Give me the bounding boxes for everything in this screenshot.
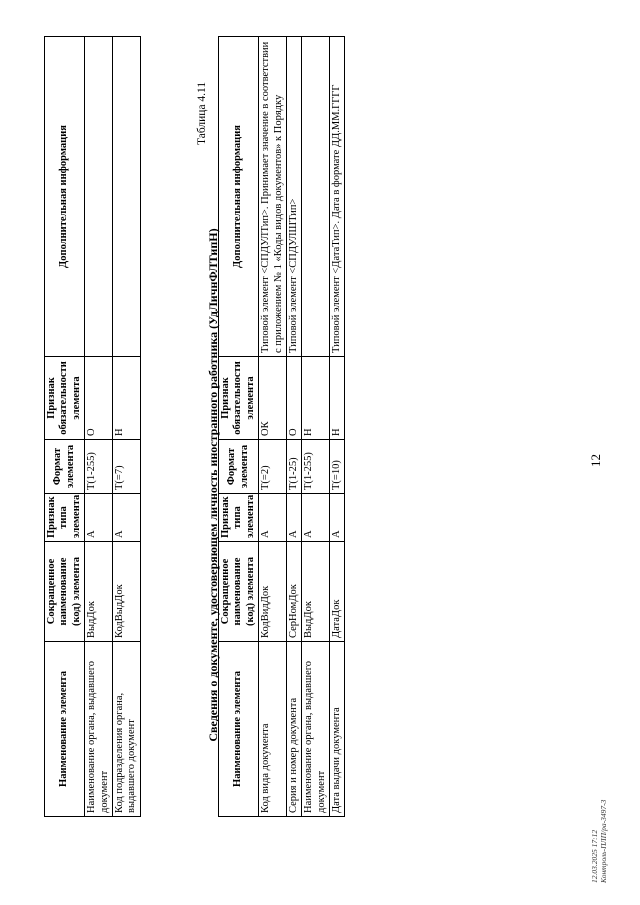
cell-info: Типовой элемент <СПДУЛТип>. Принимает значение в соответствии с приложением № 1 «Коды видов документов» к Порядку: [259, 37, 287, 357]
col-header-format: Формат элемента: [45, 440, 85, 494]
stamp-line-2: Контроль-ПЛП/ра-3497-3: [599, 799, 609, 883]
table-4-11: [218, 36, 345, 817]
cell-type: А: [112, 494, 140, 542]
table-header-row: [45, 37, 85, 817]
col-header-info: Дополнительная информация: [219, 37, 259, 357]
cell-format: Т(1-25): [286, 440, 301, 494]
cell-required: О: [85, 357, 113, 440]
col-header-required: Признак обязательности элемента: [219, 357, 259, 440]
cell-info: Типовой элемент <СПДУЛШТип>: [286, 37, 301, 357]
cell-type: А: [259, 494, 287, 542]
cell-required: ОК: [259, 357, 287, 440]
table-row: [286, 37, 301, 817]
table-continuation: [44, 36, 141, 817]
cell-code: ДатаДок: [330, 542, 345, 642]
cell-required: О: [286, 357, 301, 440]
cell-code: КодВыдДок: [112, 542, 140, 642]
cell-format: Т(1-255): [302, 440, 330, 494]
cell-format: Т(=10): [330, 440, 345, 494]
table-row: [112, 37, 140, 817]
col-header-name: Наименование элемента: [45, 642, 85, 817]
col-header-code: Сокращенное наименование (код) элемента: [45, 542, 85, 642]
page-number: 12: [588, 454, 603, 467]
cell-name: Наименование органа, выдавшего документ: [302, 642, 330, 817]
cell-name: Наименование органа, выдавшего документ: [85, 642, 113, 817]
cell-name: Дата выдачи документа: [330, 642, 345, 817]
cell-code: ВыдДок: [302, 542, 330, 642]
table-row: [85, 37, 113, 817]
cell-format: Т(=2): [259, 440, 287, 494]
cell-name: Код подразделения органа, выдавшего документ: [112, 642, 140, 817]
table-header-row: [219, 37, 259, 817]
col-header-type: Признак типа элемента: [45, 494, 85, 542]
cell-name: Код вида документа: [259, 642, 287, 817]
cell-format: Т(1-255): [85, 440, 113, 494]
col-header-type: Признак типа элемента: [219, 494, 259, 542]
table-label: Таблица 4.11: [196, 81, 208, 145]
cell-type: А: [286, 494, 301, 542]
cell-name: Серия и номер документа: [286, 642, 301, 817]
stamp-line-1: 12.03.2025 17:12: [590, 829, 599, 883]
cell-code: СерНомДок: [286, 542, 301, 642]
col-header-format: Формат элемента: [219, 440, 259, 494]
cell-code: КодВидДок: [259, 542, 287, 642]
table-row: [302, 37, 330, 817]
col-header-name: Наименование элемента: [219, 642, 259, 817]
cell-required: Н: [302, 357, 330, 440]
cell-type: А: [330, 494, 345, 542]
cell-type: А: [85, 494, 113, 542]
cell-info: [85, 37, 113, 357]
table-caption: Сведения о документе, удостоверяющем личность иностранного работника (УдЛичнФЛТипН): [206, 228, 220, 742]
cell-info: Типовой элемент <ДатаТип>. Дата в формате ДД.ММ.ГГГГ: [330, 37, 345, 357]
col-header-code: Сокращенное наименование (код) элемента: [219, 542, 259, 642]
cell-required: Н: [330, 357, 345, 440]
table-row: [259, 37, 287, 817]
cell-code: ВыдДок: [85, 542, 113, 642]
cell-type: А: [302, 494, 330, 542]
print-stamp: [590, 800, 609, 883]
cell-info: [302, 37, 330, 357]
cell-format: Т(=7): [112, 440, 140, 494]
cell-required: Н: [112, 357, 140, 440]
col-header-info: Дополнительная информация: [45, 37, 85, 357]
table-row: [330, 37, 345, 817]
cell-info: [112, 37, 140, 357]
col-header-required: Признак обязательности элемента: [45, 357, 85, 440]
